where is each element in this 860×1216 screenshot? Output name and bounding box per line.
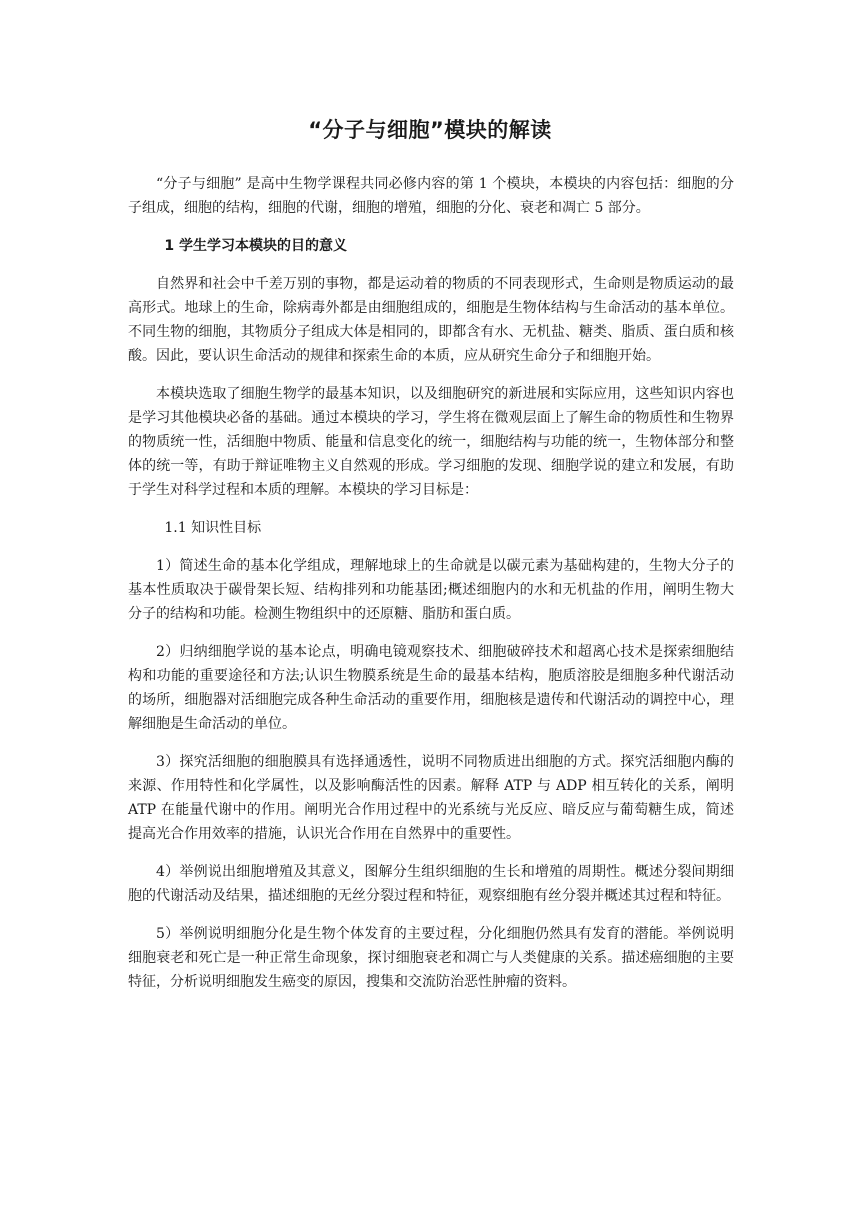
list-item: 3）探究活细胞的细胞膜具有选择通透性，说明不同物质进出细胞的方式。探究活细胞内酶的来源、作用特性和化学属性，以及影响酶活性的因素。解释 ATP 与 ADP 相互转化的关系，阐明 ATP 在能量代谢中的作用。阐明光合作用过程中的光系统与光反应、暗反应与葡萄糖生成，简述提高光合作用效率的措施，认识光合作用在自然界中的重要性。 [128,754,734,842]
body-paragraph: 自然界和社会中千差万别的事物，都是运动着的物质的不同表现形式，生命则是物质运动的最高形式。地球上的生命，除病毒外都是由细胞组成的，细胞是生物体结构与生命活动的基本单位。不同生物的细胞，其物质分子组成大体是相同的，即都含有水、无机盐、糖类、脂质、蛋白质和核酸。因此，要认识生命活动的规律和探索生命的本质，应从研究生命分子和细胞开始。 [128,276,734,364]
document-body [128,172,734,1008]
subsection-heading: 1.1 知识性目标 [164,520,262,536]
list-item: 5）举例说明细胞分化是生物个体发育的主要过程，分化细胞仍然具有发育的潜能。举例说明细胞衰老和死亡是一种正常生命现象，探讨细胞衰老和凋亡与人类健康的关系。描述癌细胞的主要特征，分析说明细胞发生癌变的原因，搜集和交流防治恶性肿瘤的资料。 [128,926,734,990]
list-item: 1）简述生命的基本化学组成，理解地球上的生命就是以碳元素为基础构建的，生物大分子的基本性质取决于碳骨架长短、结构排列和功能基团;概述细胞内的水和无机盐的作用，阐明生物大分子的结构和功能。检测生物组织中的还原糖、脂肪和蛋白质。 [128,558,734,622]
body-paragraph: 本模块选取了细胞生物学的最基本知识，以及细胞研究的新进展和实际应用，这些知识内容也是学习其他模块必备的基础。通过本模块的学习，学生将在微观层面上了解生命的物质性和生物界的物质统一性，活细胞中物质、能量和信息变化的统一，细胞结构与功能的统一，生物体部分和整体的统一等，有助于辩证唯物主义自然观的形成。学习细胞的发现、细胞学说的建立和发展，有助于学生对科学过程和本质的理解。本模块的学习目标是： [128,386,734,498]
list-item: 4）举例说出细胞增殖及其意义，图解分生组织细胞的生长和增殖的周期性。概述分裂间期细胞的代谢活动及结果，描述细胞的无丝分裂过程和特征，观察细胞有丝分裂并概述其过程和特征。 [128,864,734,904]
document-title: “分子与细胞”模块的解读 [308,118,552,142]
intro-paragraph: “分子与细胞” 是高中生物学课程共同必修内容的第 1 个模块，本模块的内容包括：细胞的分子组成，细胞的结构，细胞的代谢，细胞的增殖，细胞的分化、衰老和凋亡 5 部分。 [128,176,734,216]
list-item: 2）归纳细胞学说的基本论点，明确电镜观察技术、细胞破碎技术和超离心技术是探索细胞结构和功能的重要途径和方法;认识生物膜系统是生命的最基本结构，胞质溶胶是细胞多种代谢活动的场所，细胞器对活细胞完成各种生命活动的重要作用，细胞核是遗传和代谢活动的调控中心，理解细胞是生命活动的单位。 [128,644,734,732]
section-heading: 1 学生学习本模块的目的意义 [164,238,348,254]
